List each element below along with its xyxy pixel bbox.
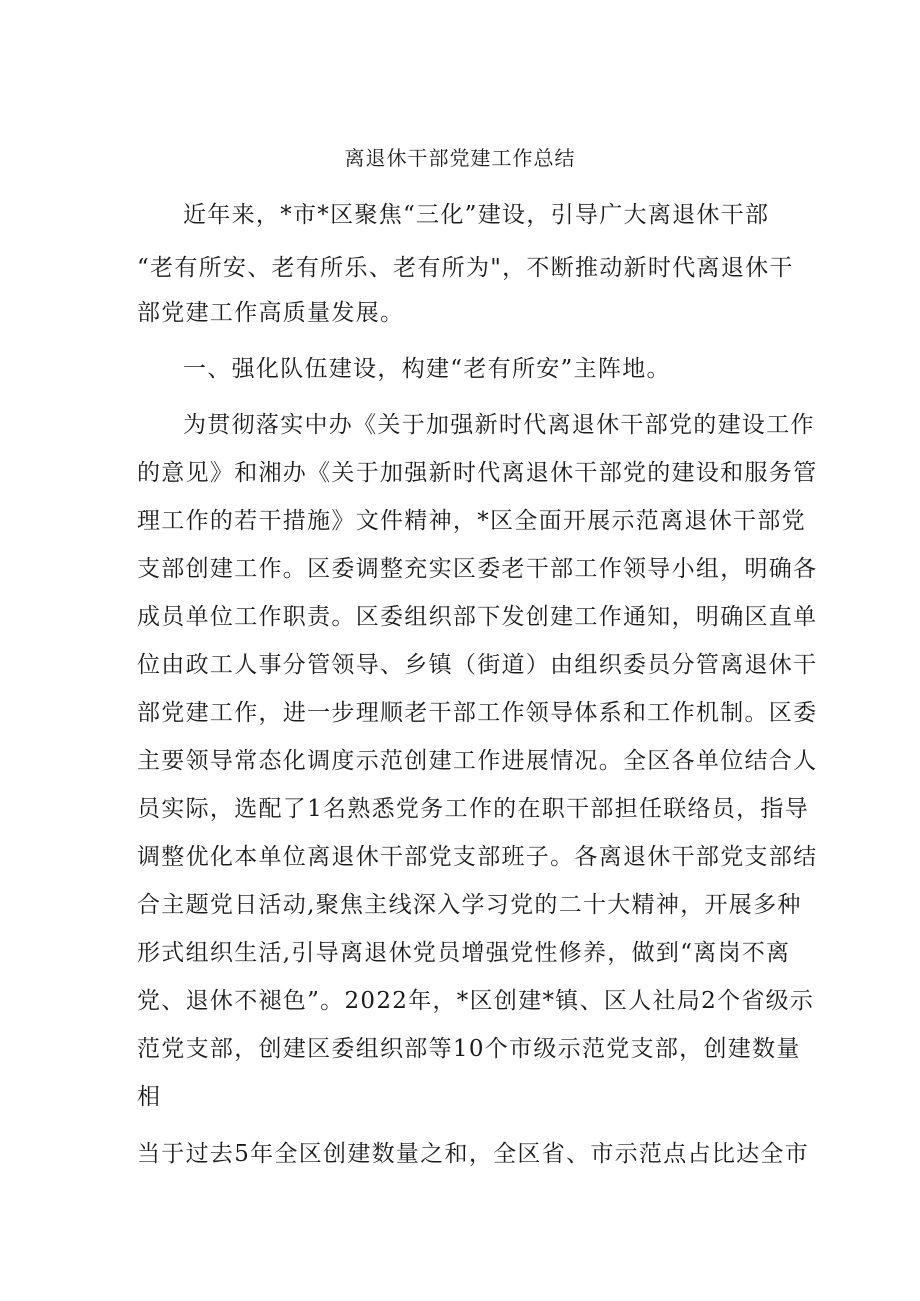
section-heading-1: 一、强化队伍建设，构建“老有所安”主阵地。 <box>183 356 671 382</box>
document-title: 离退休干部党建工作总结 <box>344 146 576 170</box>
paragraph-2-line-13: 党、退休不褪色”。2022年，*区创建*镇、区人社局2个省级示 <box>137 988 815 1014</box>
paragraph-2-line-7: 部党建工作，进一步理顺老干部工作领导体系和工作机制。区委 <box>137 700 818 726</box>
paragraph-1-line-1: 近年来，*市*区聚焦“三化”建设，引导广大离退休干部 <box>183 202 770 228</box>
paragraph-2-line-3: 理工作的若干措施》文件精神，*区全面开展示范离退休干部党 <box>137 508 806 534</box>
paragraph-2-line-2: 的意见》和湘办《关于加强新时代离退休干部党的建设和服务管 <box>137 460 818 486</box>
paragraph-2-line-11: 合主题党日活动,聚焦主线深入学习党的二十大精神，开展多种 <box>137 892 802 918</box>
paragraph-2-line-6: 位由政工人事分管领导、乡镇（街道）由组织委员分管离退休干 <box>137 652 818 678</box>
paragraph-2-line-12: 形式组织生活,引导离退休党员增强党性修养，做到“离岗不离 <box>137 940 791 966</box>
paragraph-2-line-9: 员实际，选配了1名熟悉党务工作的在职干部担任联络员，指导 <box>137 796 810 822</box>
paragraph-3-line-1: 当于过去5年全区创建数量之和，全区省、市示范点占比达全市 <box>137 1141 810 1167</box>
paragraph-2-line-1: 为贯彻落实中办《关于加强新时代离退休干部党的建设工作 <box>183 412 815 438</box>
paragraph-2-line-8: 主要领导常态化调度示范创建工作进展情况。全区各单位结合人 <box>137 748 818 774</box>
paragraph-2-line-15: 相 <box>137 1084 162 1110</box>
paragraph-1-line-3: 部党建工作高质量发展。 <box>137 300 405 326</box>
paragraph-2-line-4: 支部创建工作。区委调整充实区委老干部工作领导小组，明确各 <box>137 556 818 582</box>
paragraph-2-line-14: 范党支部，创建区委组织部等10个市级示范党支部，创建数量 <box>137 1036 801 1062</box>
paragraph-2-line-5: 成员单位工作职责。区委组织部下发创建工作通知，明确区直单 <box>137 604 818 630</box>
paragraph-2-line-10: 调整优化本单位离退休干部党支部班子。各离退休干部党支部结 <box>137 844 818 870</box>
paragraph-1-line-2: “老有所安、老有所乐、老有所为"，不断推动新时代离退休干 <box>137 255 794 281</box>
